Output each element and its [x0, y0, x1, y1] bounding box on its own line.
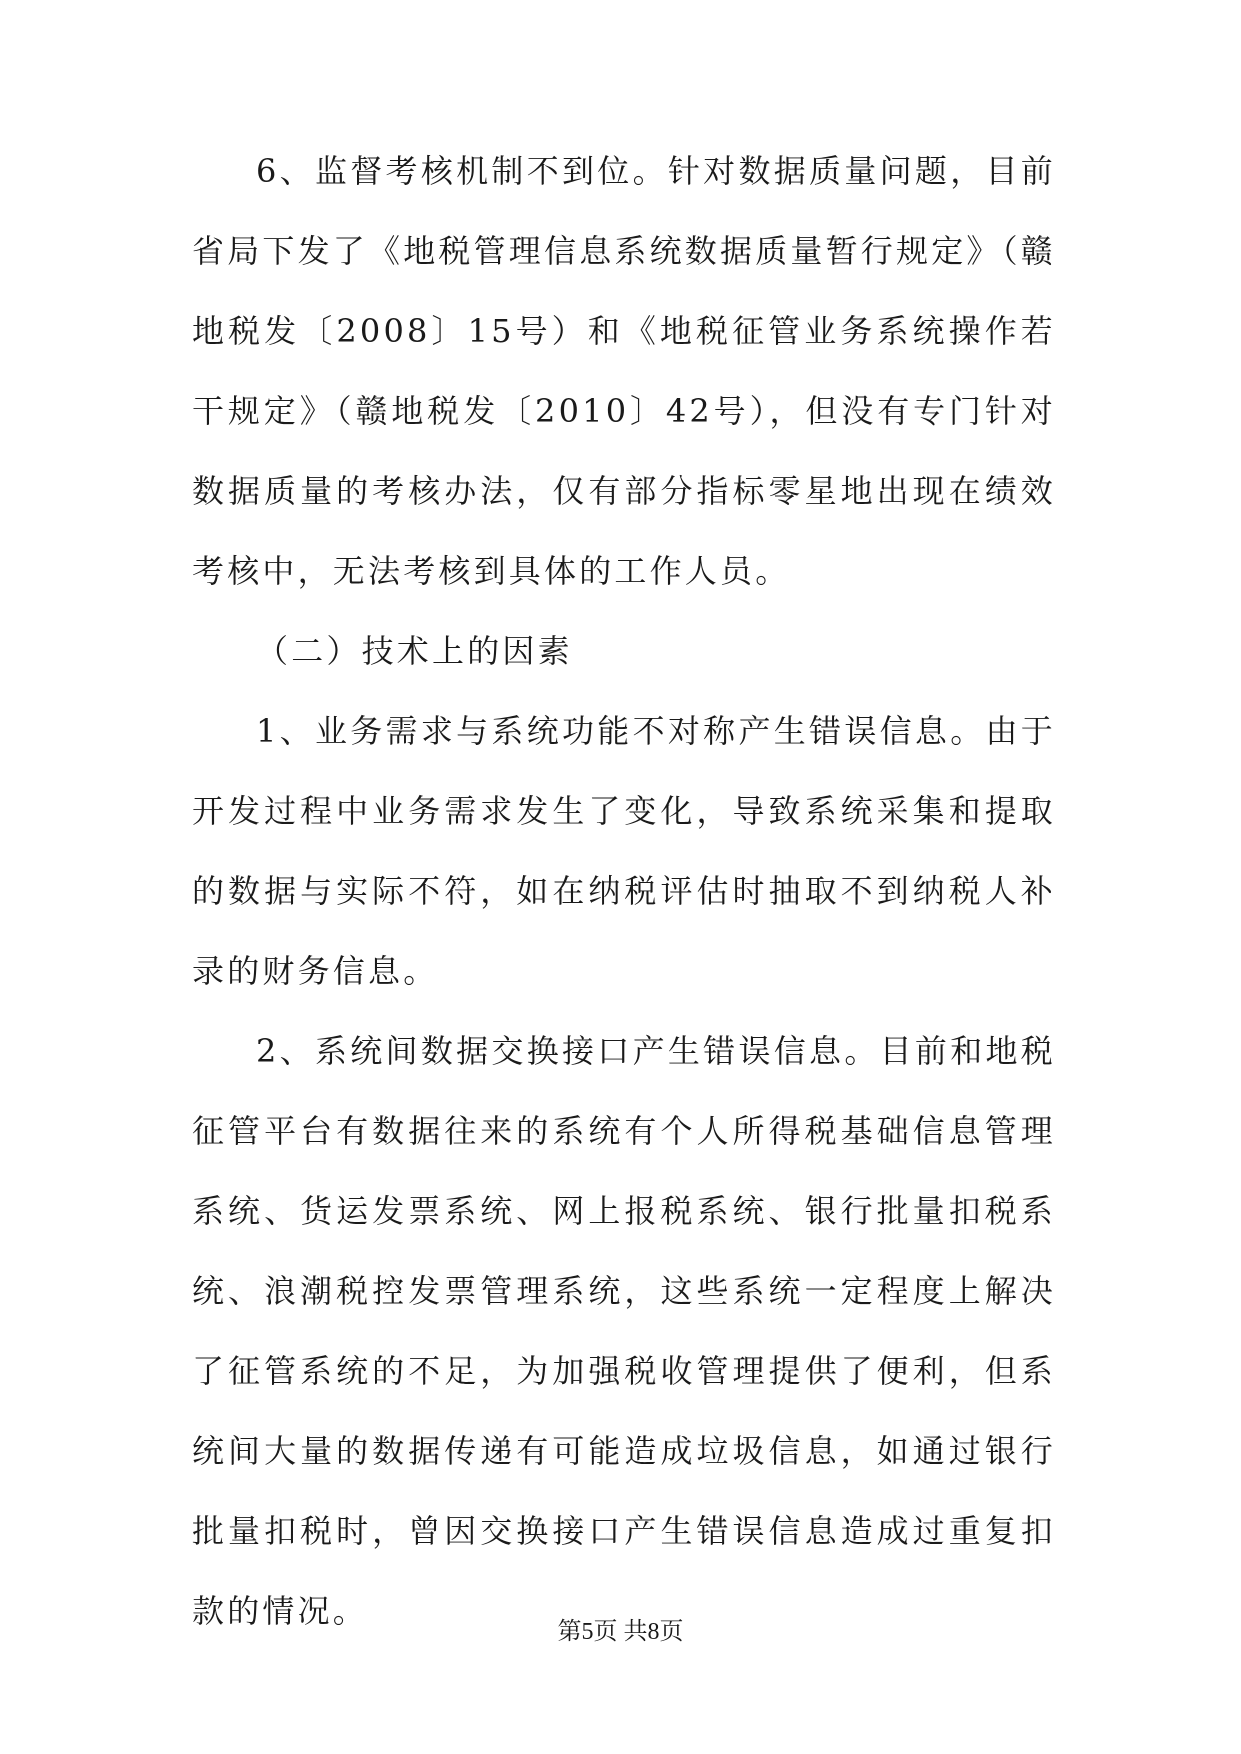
document-body [192, 131, 1056, 1651]
paragraph-business-needs: 1、业务需求与系统功能不对称产生错误信息。由于开发过程中业务需求发生了变化，导致系统采集和提取的数据与实际不符，如在纳税评估时抽取不到纳税人补录的财务信息。 [192, 712, 1056, 990]
page-number-footer: 第5页 共8页 [557, 1619, 684, 1645]
section-heading-technical: （二）技术上的因素 [256, 632, 573, 670]
paragraph-data-exchange: 2、系统间数据交换接口产生错误信息。目前和地税征管平台有数据往来的系统有个人所得税基础信息管理系统、货运发票系统、网上报税系统、银行批量扣税系统、浪潮税控发票管理系统，这些系统一定程度上解决了征管系统的不足，为加强税收管理提供了便利，但系统间大量的数据传递有可能造成垃圾信息，如通过银行批量扣税时，曾因交换接口产生错误信息造成过重复扣款的情况。 [192, 1032, 1056, 1630]
paragraph-supervision: 6、监督考核机制不到位。针对数据质量问题，目前省局下发了《地税管理信息系统数据质量暂行规定》（赣地税发〔2008〕15号）和《地税征管业务系统操作若干规定》（赣地税发〔2010〕42号），但没有专门针对数据质量的考核办法，仅有部分指标零星地出现在绩效考核中，无法考核到具体的工作人员。 [192, 152, 1057, 590]
